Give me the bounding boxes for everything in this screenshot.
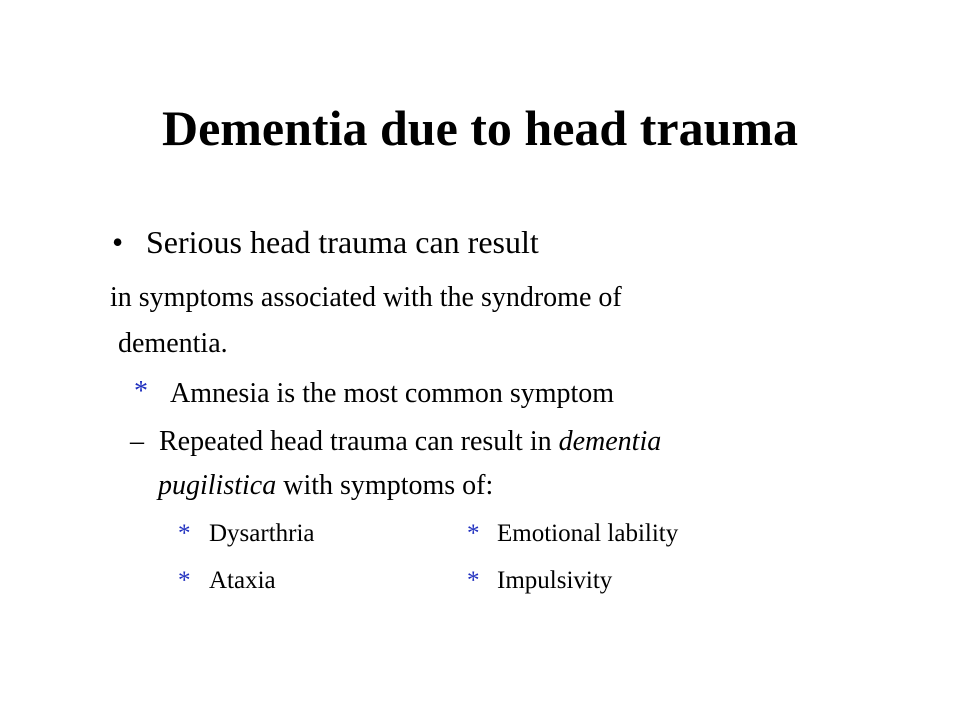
sub2-line2-text: with symptoms of:: [276, 470, 494, 501]
symptom-dysarthria: Dysarthria: [209, 520, 315, 547]
bullet-icon: •: [112, 224, 124, 260]
star-icon: *: [178, 567, 191, 594]
sub2-line2: [158, 468, 493, 504]
point1-line3: dementia.: [118, 328, 228, 359]
sub2-line1-italic: dementia: [558, 426, 662, 457]
point1-line1: Serious head trauma can result: [146, 224, 539, 260]
star-icon: *: [134, 376, 148, 407]
symptom-ataxia: Ataxia: [209, 567, 276, 594]
sub2-line1-text: Repeated head trauma can result in: [159, 426, 559, 457]
point1-line2: in symptoms associated with the syndrome of: [110, 282, 622, 313]
sub2-line2-italic: pugilistica: [158, 470, 277, 501]
slide-title: Dementia due to head trauma: [161, 100, 799, 156]
star-icon: *: [467, 567, 480, 594]
sub2-line1: [159, 424, 661, 460]
star-icon: *: [178, 520, 191, 547]
sub1-text: Amnesia is the most common symptom: [170, 378, 615, 409]
star-icon: *: [467, 520, 480, 547]
dash-icon: –: [130, 426, 144, 457]
symptom-emotional-lability: Emotional lability: [497, 520, 679, 547]
symptom-impulsivity: Impulsivity: [497, 567, 613, 594]
